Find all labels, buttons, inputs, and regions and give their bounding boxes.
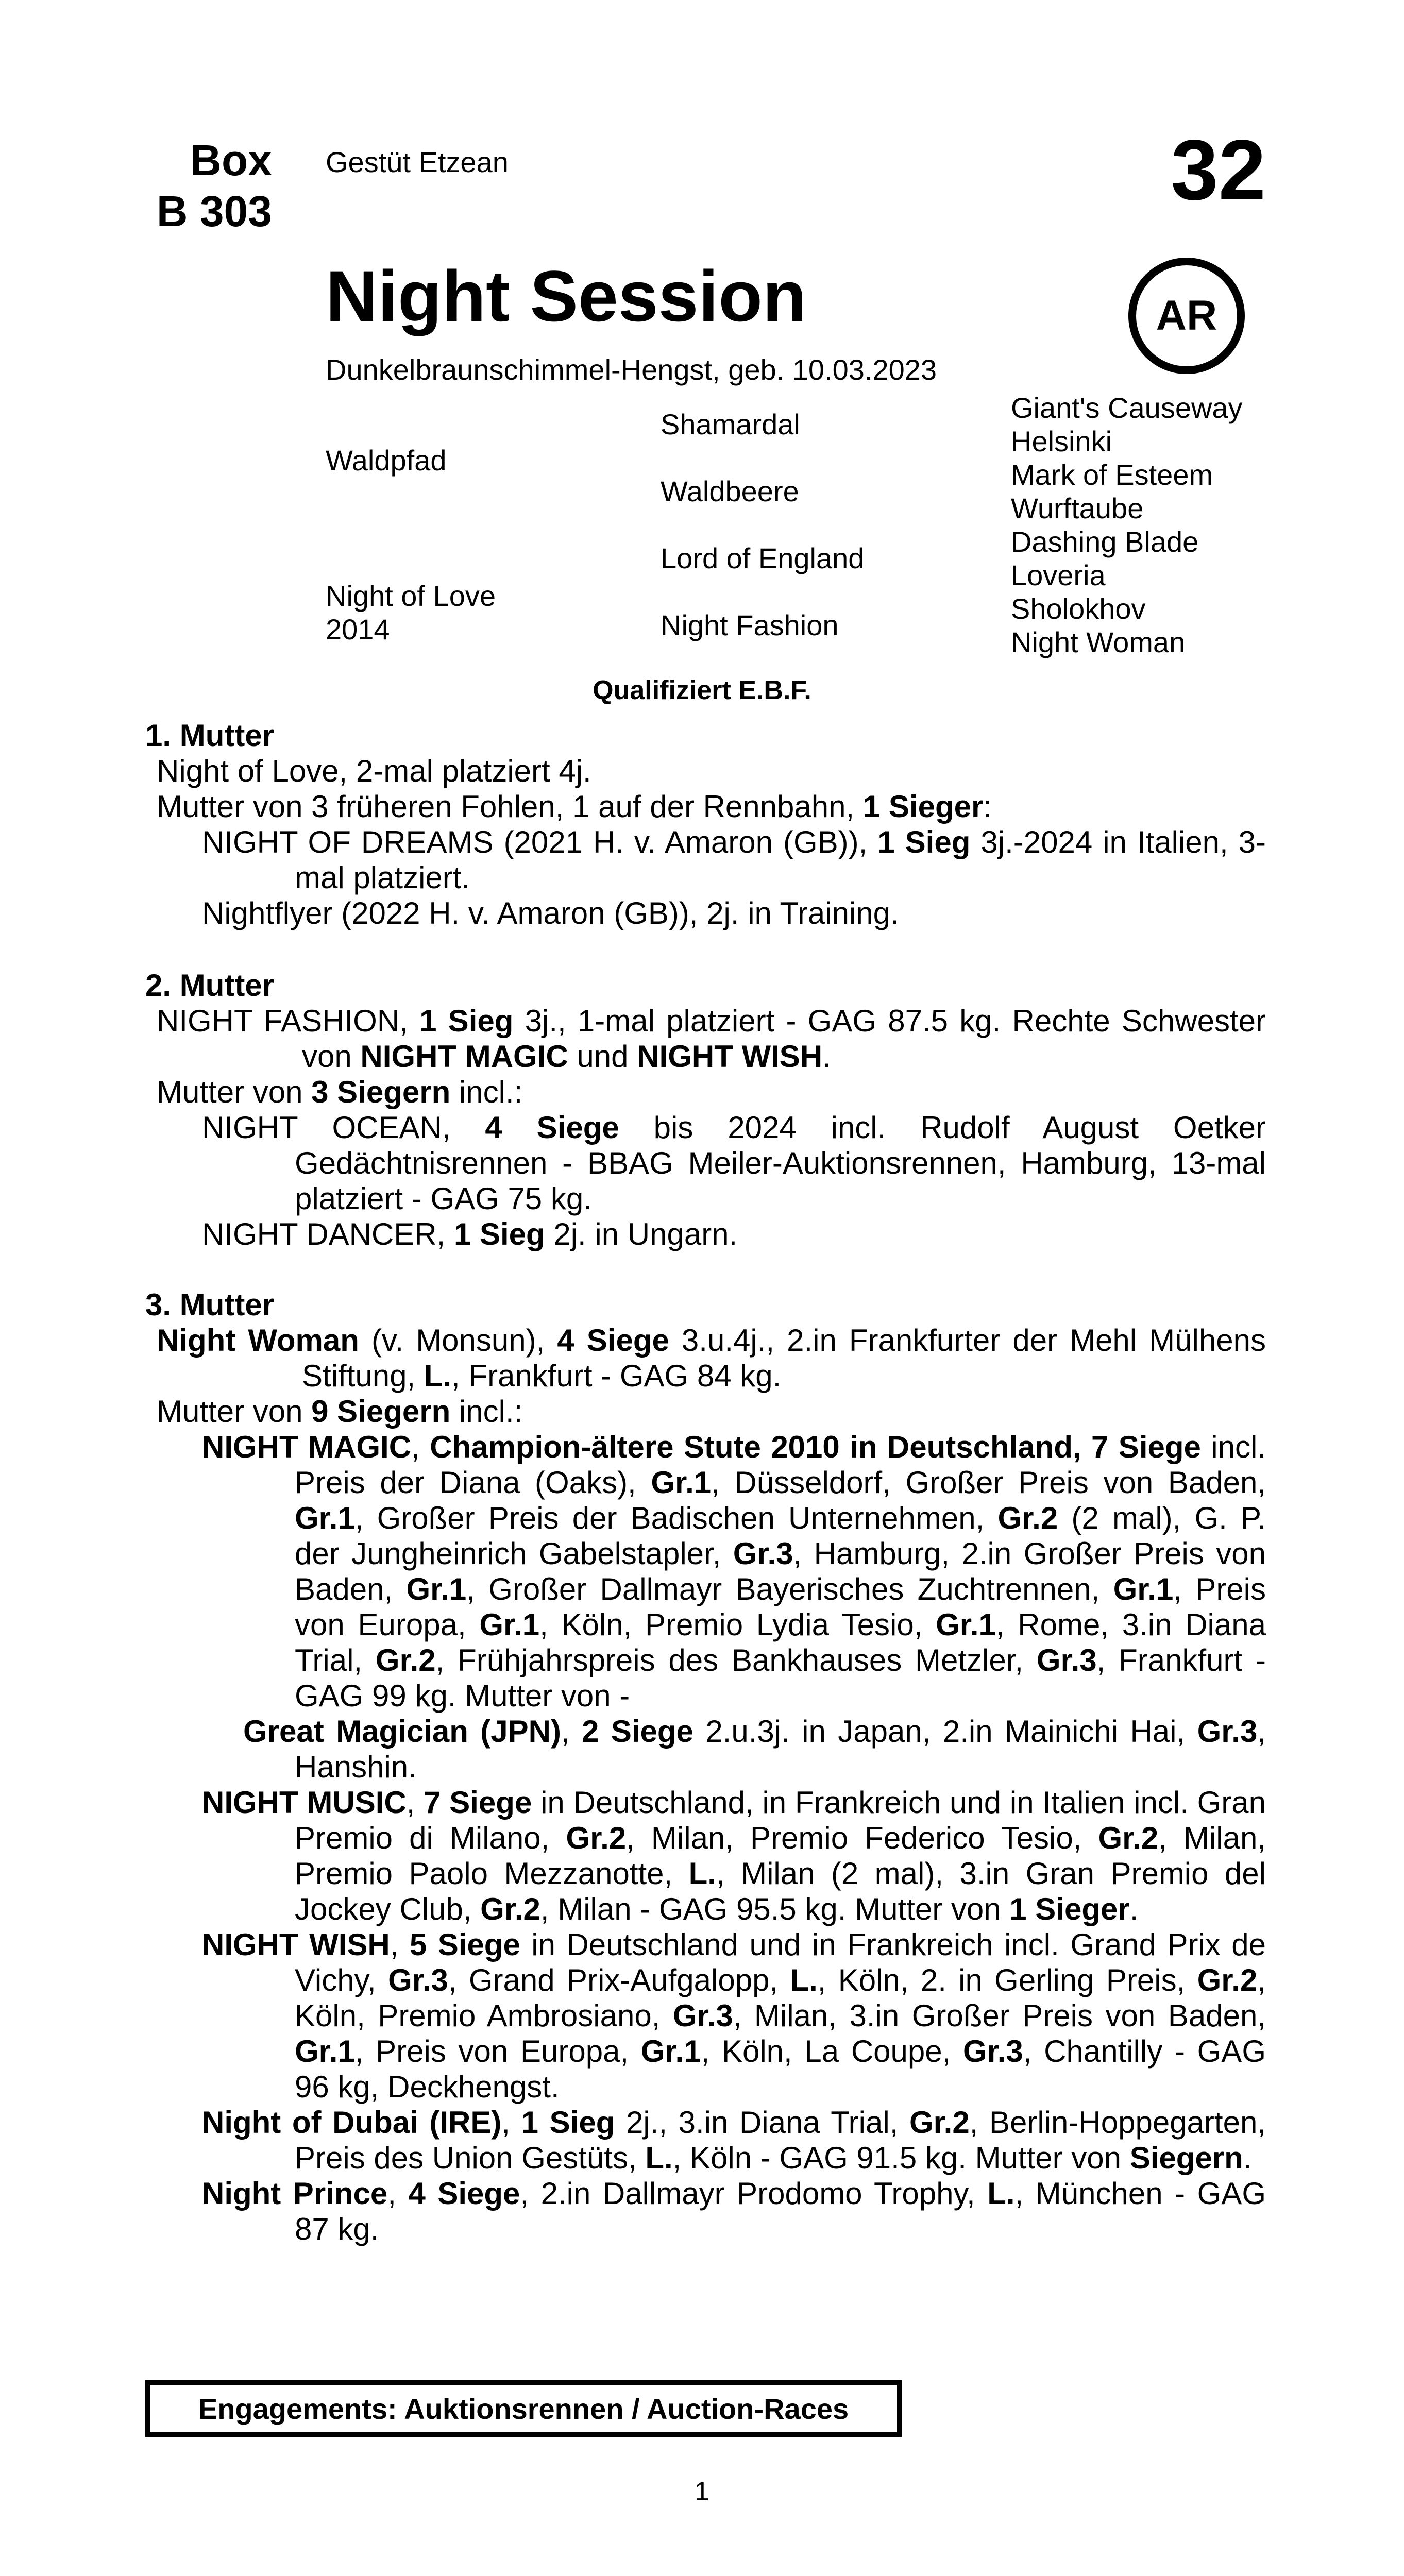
- qualification: Qualifiziert E.B.F.: [593, 675, 811, 705]
- pedigree-grandparent: Night Fashion: [661, 609, 839, 641]
- breeder: Gestüt Etzean: [326, 146, 509, 178]
- pedigree-ggp: Wurftaube: [1011, 492, 1144, 524]
- box-line-2: B 303: [156, 187, 272, 236]
- paragraph: NIGHT OCEAN, 4 Siege bis 2024 incl. Rudolf August Oetker Gedächtnisrennen - BBAG Meiler-Auktionsrennen, Hamburg, 13-mal platziert - GAG 75 kg.: [202, 1110, 1266, 1216]
- box-line-1: Box: [190, 136, 272, 184]
- paragraph: Night Woman (v. Monsun), 4 Siege 3.u.4j., 2.in Frankfurter der Mehl Mülhens Stiftung, L., Frankfurt - GAG 84 kg.: [157, 1323, 1266, 1393]
- pedigree-sire: Waldpfad: [326, 444, 447, 477]
- section-mutter-1: [145, 718, 1266, 931]
- paragraph: NIGHT WISH, 5 Siege in Deutschland und in Frankreich incl. Grand Prix de Vichy, Gr.3, Grand Prix-Aufgalopp, L., Köln, 2. in Gerling Preis, Gr.2, Köln, Premio Ambrosiano, Gr.3, Milan, 3.in Großer Preis von Baden, Gr.1, Preis von Europa, Gr.1, Köln, La Coupe, Gr.3, Chantilly - GAG 96 kg, Deckhengst.: [202, 1927, 1266, 2104]
- pedigree-ggp: Mark of Esteem: [1011, 458, 1213, 491]
- pedigree-ggp: Giant's Causeway: [1011, 392, 1243, 424]
- pedigree-ggp: Night Woman: [1011, 625, 1186, 658]
- section-mutter-3: [145, 1287, 1266, 2247]
- paragraph: Mutter von 3 Siegern incl.:: [157, 1075, 523, 1109]
- paragraph: Nightflyer (2022 H. v. Amaron (GB)), 2j. in Training.: [202, 896, 899, 930]
- section-mutter-2: [145, 968, 1266, 1252]
- paragraph: Great Magician (JPN), 2 Siege 2.u.3j. in Japan, 2.in Mainichi Hai, Gr.3, Hanshin.: [243, 1714, 1266, 1784]
- paragraph: Mutter von 9 Siegern incl.:: [157, 1394, 523, 1429]
- pedigree-ggp: Helsinki: [1011, 425, 1112, 457]
- pedigree-ggp: Dashing Blade: [1011, 525, 1199, 558]
- paragraph: NIGHT DANCER, 1 Sieg 2j. in Ungarn.: [202, 1217, 738, 1251]
- pedigree-grandparent: Waldbeere: [661, 475, 799, 507]
- section-heading: 3. Mutter: [145, 1287, 275, 1322]
- paragraph: NIGHT MUSIC, 7 Siege in Deutschland, in Frankreich und in Italien incl. Gran Premio di Milano, Gr.2, Milan, Premio Federico Tesio, Gr.2, Milan, Premio Paolo Mezzanotte, L., Milan (2 mal), 3.in Gran Premio del Jockey Club, Gr.2, Milan - GAG 95.5 kg. Mutter von 1 Sieger.: [202, 1785, 1266, 1926]
- page-number: 1: [695, 2477, 709, 2506]
- paragraph: Night Prince, 4 Siege, 2.in Dallmayr Prodomo Trophy, L., München - GAG 87 kg.: [202, 2176, 1266, 2246]
- pedigree-great-grandparents: [1011, 392, 1243, 659]
- horse-description: Dunkelbraunschimmel-Hengst, geb. 10.03.2023: [326, 353, 937, 386]
- pedigree-ggp: Sholokhov: [1011, 592, 1146, 625]
- pedigree-ggp: Loveria: [1011, 558, 1106, 591]
- ar-badge-label: AR: [1156, 292, 1217, 339]
- box-label: [157, 135, 272, 237]
- section-heading: 2. Mutter: [145, 968, 275, 1003]
- engagements-box: [145, 2380, 902, 2437]
- pedigree-dam-year: 2014: [326, 613, 390, 646]
- section-heading: 1. Mutter: [145, 718, 275, 753]
- paragraph: Night of Dubai (IRE), 1 Sieg 2j., 3.in Diana Trial, Gr.2, Berlin-Hoppegarten, Preis des Union Gestüts, L., Köln - GAG 91.5 kg. Mutter von Siegern.: [202, 2105, 1266, 2175]
- pedigree-dam: [326, 580, 496, 647]
- pedigree-dam-name: Night of Love: [326, 580, 496, 612]
- lot-number: 32: [1171, 123, 1266, 218]
- engagements-label: Engagements: Auktionsrennen / Auction-Races: [198, 2392, 849, 2425]
- paragraph: NIGHT MAGIC, Champion-ältere Stute 2010 in Deutschland, 7 Siege incl. Preis der Diana (Oaks), Gr.1, Düsseldorf, Großer Preis von Baden, Gr.1, Großer Preis der Badischen Unternehmen, Gr.2 (2 mal), G. P. der Jungheinrich Gabelstapler, Gr.3, Hamburg, 2.in Großer Preis von Baden, Gr.1, Großer Dallmayr Bayerisches Zuchtrennen, Gr.1, Preis von Europa, Gr.1, Köln, Premio Lydia Tesio, Gr.1, Rome, 3.in Diana Trial, Gr.2, Frühjahrspreis des Bankhauses Metzler, Gr.3, Frankfurt - GAG 99 kg. Mutter von -: [202, 1430, 1266, 1713]
- pedigree-grandparent: Shamardal: [661, 408, 800, 440]
- paragraph: Mutter von 3 früheren Fohlen, 1 auf der Rennbahn, 1 Sieger:: [157, 789, 992, 824]
- horse-name: Night Session: [326, 256, 807, 336]
- paragraph: NIGHT FASHION, 1 Sieg 3j., 1-mal platziert - GAG 87.5 kg. Rechte Schwester von NIGHT MAGIC und NIGHT WISH.: [157, 1004, 1266, 1074]
- pedigree-grandparent: Lord of England: [661, 542, 865, 574]
- paragraph: NIGHT OF DREAMS (2021 H. v. Amaron (GB)), 1 Sieg 3j.-2024 in Italien, 3-mal platziert.: [202, 825, 1266, 895]
- ar-badge: [1128, 258, 1245, 374]
- paragraph: Night of Love, 2-mal platziert 4j.: [157, 754, 591, 788]
